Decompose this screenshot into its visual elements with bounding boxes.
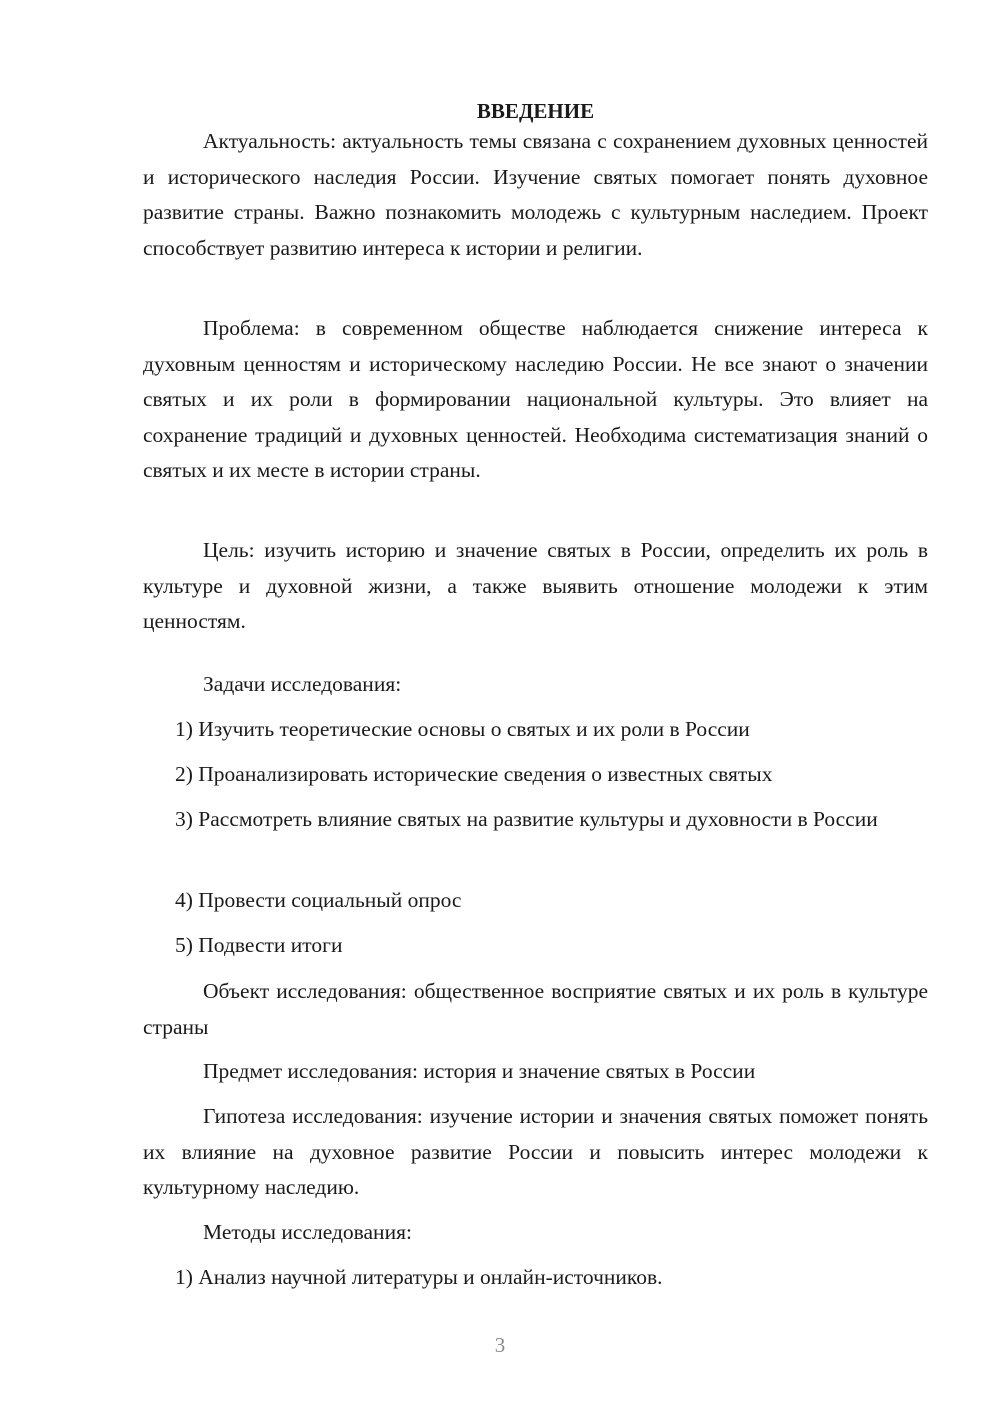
actuality-paragraph: Актуальность: актуальность темы связана с сохранением духовных ценностей и исторического наследия России. Изучение святых помогает понять духовное развитие страны. Важно познакомить молодежь с культурным наследием. Проект способствует развитию интереса к истории и религии. (143, 129, 928, 260)
page-number: 3 (494, 1333, 506, 1357)
page-title: ВВЕДЕНИЕ (476, 99, 595, 123)
task-item: 3) Рассмотреть влияние святых на развитие культуры и духовности в России (175, 807, 878, 831)
tasks-heading: Задачи исследования: (203, 672, 402, 696)
hypothesis-paragraph: Гипотеза исследования: изучение истории и значения святых поможет понять их влияние на духовное развитие России и повысить интерес молодежи к культурному наследию. (143, 1104, 928, 1200)
task-item: 2) Проанализировать исторические сведения о известных святых (175, 762, 773, 786)
object-paragraph: Объект исследования: общественное восприятие святых и их роль в культуре страны (143, 979, 928, 1039)
task-item: 4) Провести социальный опрос (175, 888, 462, 912)
task-item: 5) Подвести итоги (175, 933, 343, 957)
method-item: 1) Анализ научной литературы и онлайн-источников. (175, 1265, 663, 1289)
task-item: 1) Изучить теоретические основы о святых и их роли в России (175, 717, 750, 741)
methods-heading: Методы исследования: (203, 1220, 412, 1244)
goal-paragraph: Цель: изучить историю и значение святых в России, определить их роль в культуре и духовной жизни, а также выявить отношение молодежи к этим ценностям. (143, 538, 928, 634)
problem-paragraph: Проблема: в современном обществе наблюдается снижение интереса к духовным ценностям и историческому наследию России. Не все знают о значении святых и их роли в формировании национальной культуры. Это влияет на сохранение традиций и духовных ценностей. Необходима систематизация знаний о святых и их месте в истории страны. (143, 316, 928, 483)
subject-paragraph: Предмет исследования: история и значение святых в России (203, 1059, 756, 1083)
